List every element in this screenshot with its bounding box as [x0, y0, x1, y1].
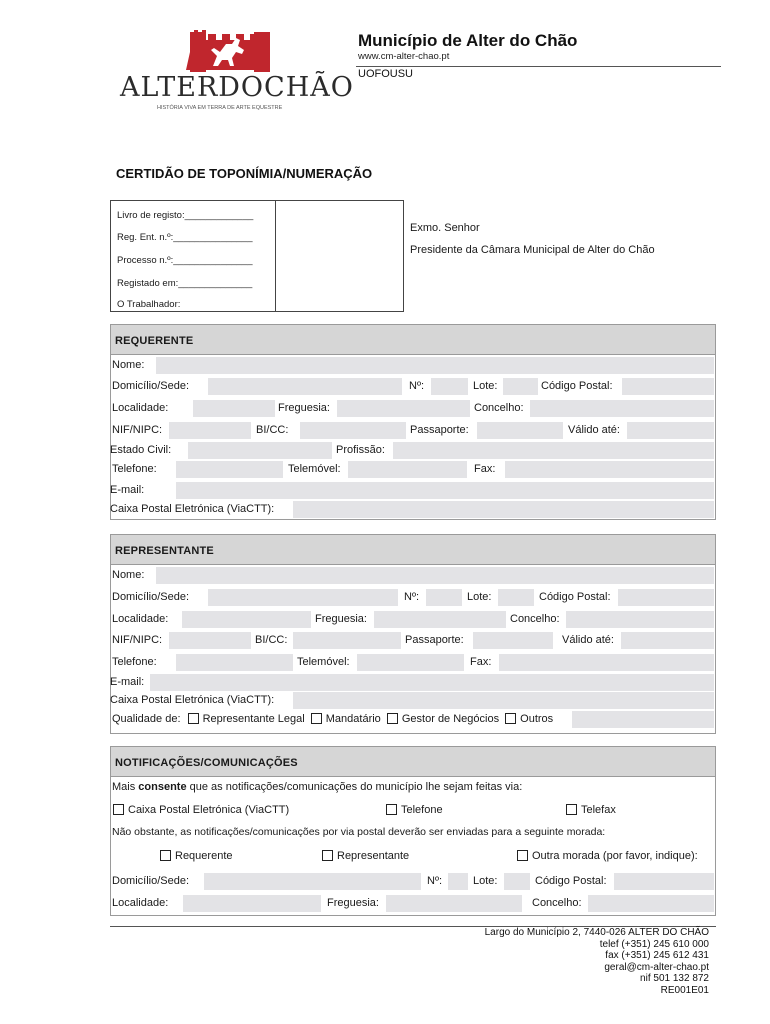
checkbox-telefax[interactable] [566, 804, 577, 815]
rep-nome-label: Nome: [112, 569, 145, 581]
req-lote-label: Lote: [473, 380, 498, 392]
rep-localidade-field[interactable] [182, 611, 311, 628]
req-caixa-field[interactable] [293, 501, 714, 518]
notif-localidade-label: Localidade: [112, 897, 169, 909]
notif-localidade-field[interactable] [183, 895, 321, 912]
req-passaporte-label: Passaporte: [410, 424, 469, 436]
rep-telefone-field[interactable] [176, 654, 293, 671]
req-freguesia-label: Freguesia: [278, 402, 330, 414]
rep-numero-field[interactable] [426, 589, 462, 606]
notif-numero-label: Nº: [427, 875, 443, 887]
rep-localidade-label: Localidade: [112, 613, 169, 625]
req-passaporte-field[interactable] [477, 422, 563, 439]
footer-fax: fax (+351) 245 612 431 [605, 950, 709, 961]
req-localidade-field[interactable] [193, 400, 275, 417]
addressee-line2: Presidente da Câmara Municipal de Alter do Chão [410, 244, 655, 256]
rep-telefone-label: Telefone: [112, 656, 157, 668]
rep-domicilio-field[interactable] [208, 589, 398, 606]
registry-livro: Livro de registo:_____________ [117, 210, 254, 221]
rep-fax-label: Fax: [470, 656, 492, 668]
rep-passaporte-label: Passaporte: [405, 634, 464, 646]
requerente-header: REQUERENTE [111, 325, 715, 355]
notif-opt-representante[interactable] [322, 848, 409, 865]
footer-telef: telef (+351) 245 610 000 [599, 938, 709, 950]
rep-bi-field[interactable] [293, 632, 401, 649]
notif-consent-bold: consente [138, 781, 187, 793]
req-localidade-label: Localidade: [112, 402, 169, 414]
notif-concelho-field[interactable] [588, 895, 714, 912]
req-telemovel-label: Telemóvel: [288, 463, 341, 475]
notif-consent-pre: Mais [112, 781, 139, 793]
header-divider [356, 66, 721, 67]
checkbox-outros[interactable] [505, 713, 516, 724]
req-telemovel-field[interactable] [348, 461, 467, 478]
notif-opt-telefax[interactable] [566, 802, 616, 819]
req-domicilio-field[interactable] [208, 378, 402, 395]
rep-caixa-field[interactable] [293, 692, 714, 709]
notif-lote-label: Lote: [473, 875, 498, 887]
notif-consent-text [112, 779, 522, 796]
checkbox-requerente[interactable] [160, 850, 171, 861]
req-email-field[interactable] [176, 482, 714, 499]
rep-nome-field[interactable] [156, 567, 714, 584]
req-valido-label: Válido até: [568, 424, 620, 436]
rep-opt-mandatario-label: Mandatário [325, 713, 381, 725]
req-fax-field[interactable] [505, 461, 714, 478]
rep-opt-gestor-label: Gestor de Negócios [401, 713, 500, 725]
rep-outros-field[interactable] [572, 711, 714, 728]
registry-reg: Reg. Ent. n.º:_______________ [117, 232, 253, 243]
rep-opt-legal-label: Representante Legal [202, 713, 305, 725]
rep-caixa-label: Caixa Postal Eletrónica (ViaCTT): [110, 694, 275, 706]
footer-contacts [420, 927, 709, 996]
footer-nif: nif 501 132 872 [640, 973, 709, 984]
checkbox-telefone[interactable] [386, 804, 397, 815]
req-valido-field[interactable] [627, 422, 714, 439]
rep-lote-field[interactable] [498, 589, 534, 606]
rep-lote-label: Lote: [467, 591, 492, 603]
notif-domicilio-label: Domicílio/Sede: [112, 875, 190, 887]
checkbox-outra-morada[interactable] [517, 850, 528, 861]
req-concelho-field[interactable] [530, 400, 714, 417]
unit-code: UOFOUSU [358, 68, 413, 80]
checkbox-representante[interactable] [322, 850, 333, 861]
req-cp-field[interactable] [622, 378, 714, 395]
req-nome-label: Nome: [112, 359, 145, 371]
rep-domicilio-label: Domicílio/Sede: [112, 591, 190, 603]
representante-header: REPRESENTANTE [111, 535, 715, 565]
req-nome-field[interactable] [156, 357, 714, 374]
rep-freguesia-field[interactable] [374, 611, 506, 628]
footer-address: Largo do Município 2, 7440-026 ALTER DO CHÃO [484, 927, 709, 938]
req-telefone-field[interactable] [176, 461, 283, 478]
rep-numero-label: Nº: [404, 591, 420, 603]
req-freguesia-field[interactable] [337, 400, 470, 417]
addressee-line1: Exmo. Senhor [410, 222, 480, 234]
req-fax-label: Fax: [474, 463, 496, 475]
checkbox-caixa-postal[interactable] [113, 804, 124, 815]
req-estado-civil-label: Estado Civil: [110, 444, 172, 456]
logo-tagline: HISTÓRIA VIVA EM TERRA DE ARTE EQUESTRE [157, 105, 283, 111]
checkbox-mandatario[interactable] [311, 713, 322, 724]
req-numero-field[interactable] [431, 378, 468, 395]
notif-opt-telefax-label: Telefax [581, 804, 616, 816]
req-email-label: E-mail: [110, 484, 145, 496]
footer-email: geral@cm-alter-chao.pt [604, 961, 709, 973]
req-nif-label: NIF/NIPC: [112, 424, 163, 436]
req-numero-label: Nº: [409, 380, 425, 392]
req-domicilio-label: Domicílio/Sede: [112, 380, 190, 392]
rep-concelho-field[interactable] [566, 611, 714, 628]
notif-cp-field[interactable] [614, 873, 714, 890]
rep-concelho-label: Concelho: [510, 613, 560, 625]
registry-divider [275, 201, 276, 311]
registry-box [110, 200, 404, 312]
req-profissao-field[interactable] [393, 442, 714, 459]
req-telefone-label: Telefone: [112, 463, 157, 475]
checkbox-gestor-negocios[interactable] [387, 713, 398, 724]
notif-opt-representante-label: Representante [337, 850, 410, 862]
rep-qualidade-label: Qualidade de: [112, 713, 181, 725]
req-bi-label: BI/CC: [256, 424, 289, 436]
notif-lote-field[interactable] [504, 873, 530, 890]
rep-bi-label: BI/CC: [255, 634, 288, 646]
notificacoes-header: NOTIFICAÇÕES/COMUNICAÇÕES [111, 747, 715, 777]
notif-opt-caixa[interactable] [113, 802, 289, 819]
footer-ref: RE001E01 [660, 984, 709, 996]
rep-nif-label: NIF/NIPC: [112, 634, 163, 646]
req-lote-field[interactable] [503, 378, 538, 395]
registry-trabalhador: O Trabalhador: [117, 299, 181, 310]
rep-nif-field[interactable] [169, 632, 251, 649]
notif-consent-post: que as notificações/comunicações do município lhe sejam feitas via: [186, 781, 523, 793]
rep-cp-label: Código Postal: [539, 591, 611, 603]
rep-email-label: E-mail: [110, 676, 145, 688]
rep-telemovel-label: Telemóvel: [297, 656, 350, 668]
checkbox-representante-legal[interactable] [188, 713, 199, 724]
req-profissao-label: Profissão: [336, 444, 385, 456]
logo-wordmark: ALTERDOCHÃO [120, 72, 354, 103]
notif-domicilio-field[interactable] [204, 873, 421, 890]
notif-opt-caixa-label: Caixa Postal Eletrónica (ViaCTT) [128, 804, 290, 816]
rep-valido-label: Válido até: [562, 634, 614, 646]
registry-registado: Registado em:______________ [117, 278, 253, 289]
notif-cp-label: Código Postal: [535, 875, 607, 887]
req-estado-civil-field[interactable] [188, 442, 332, 459]
rep-freguesia-label: Freguesia: [315, 613, 367, 625]
req-cp-label: Código Postal: [541, 380, 613, 392]
rep-passaporte-field[interactable] [473, 632, 553, 649]
req-concelho-label: Concelho: [474, 402, 524, 414]
notif-freguesia-field[interactable] [386, 895, 522, 912]
notif-opt-telefone-label: Telefone [401, 804, 443, 816]
notif-freguesia-label: Freguesia: [327, 897, 379, 909]
rep-opt-outros-label: Outros [520, 713, 554, 725]
notif-opt-requerente[interactable] [160, 848, 233, 865]
rep-telemovel-field[interactable] [357, 654, 464, 671]
req-nif-field[interactable] [169, 422, 251, 439]
document-title: CERTIDÃO DE TOPONÍMIA/NUMERAÇÃO [116, 166, 373, 181]
notif-nao-obstante: Não obstante, as notificações/comunicações por via postal deverão ser enviadas para a seguinte morada: [112, 826, 606, 838]
rep-cp-field[interactable] [618, 589, 714, 606]
notif-concelho-label: Concelho: [532, 897, 582, 909]
website-link[interactable]: www.cm-alter-chao.pt [358, 51, 450, 62]
registry-processo: Processo n.º:_______________ [117, 255, 253, 266]
notif-opt-telefone[interactable] [386, 802, 443, 819]
req-bi-field[interactable] [300, 422, 406, 439]
req-caixa-label: Caixa Postal Eletrónica (ViaCTT): [110, 503, 275, 515]
notif-opt-requerente-label: Requerente [175, 850, 233, 862]
rep-valido-field[interactable] [621, 632, 714, 649]
notif-opt-outra-label: Outra morada (por favor, indique): [532, 850, 698, 862]
rep-email-field[interactable] [150, 674, 714, 691]
notif-opt-outra[interactable] [517, 848, 698, 865]
municipality-name: Município de Alter do Chão [358, 31, 578, 50]
notif-numero-field[interactable] [448, 873, 468, 890]
rep-fax-field[interactable] [499, 654, 714, 671]
rep-qualidade-row [112, 711, 553, 728]
